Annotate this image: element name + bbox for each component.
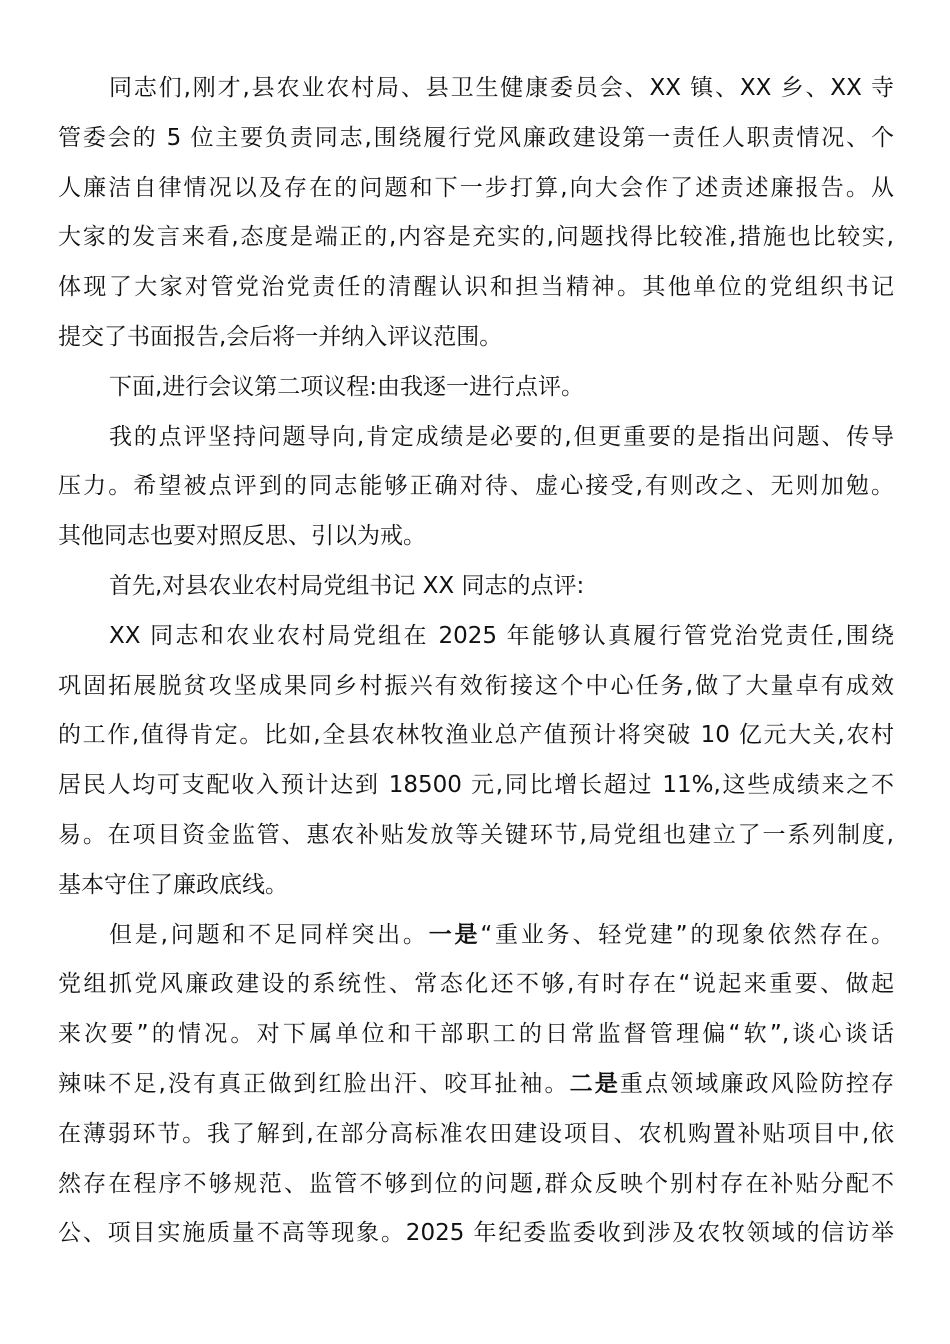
text-segment: 在薄弱环节。我了解到,在部分高标准农田建设项目、农机购置补贴项目中,依	[58, 1120, 894, 1147]
text-line: 我的点评坚持问题导向,肯定成绩是必要的,但更重要的是指出问题、传导	[109, 423, 894, 450]
document-page	[58, 70, 894, 1265]
text-line: 人廉洁自律情况以及存在的问题和下一步打算,向大会作了述责述廉报告。从	[58, 174, 894, 201]
text-segment: 公、项目实施质量不高等现象。2025 年纪委监委收到涉及农牧领域的信访举	[58, 1220, 894, 1247]
text-segment: “重业务、轻党建”的现象依然存在。	[480, 921, 894, 948]
paragraph-review-principle	[58, 419, 894, 568]
text-line	[58, 917, 894, 967]
bold-marker-first: 一是	[428, 921, 481, 948]
text-line: 提交了书面报告,会后将一并纳入评议范围。	[58, 323, 503, 350]
text-line: XX 同志和农业农村局党组在 2025 年能够认真履行管党治党责任,围绕	[109, 622, 894, 649]
text-line: 首先,对县农业农村局党组书记 XX 同志的点评:	[109, 572, 585, 599]
text-line: 管委会的 5 位主要负责同志,围绕履行党风廉政建设第一责任人职责情况、个	[58, 124, 894, 151]
paragraph-opening-remarks	[58, 70, 894, 369]
text-line: 体现了大家对管党治党责任的清醒认识和担当精神。其他单位的党组织书记	[58, 274, 894, 301]
text-line: 大家的发言来看,态度是端正的,内容是充实的,问题找得比较准,措施也比较实,	[58, 224, 894, 251]
text-line: 易。在项目资金监管、惠农补贴发放等关键环节,局党组也建立了一系列制度,	[58, 821, 894, 848]
text-line: 基本守住了廉政底线。	[58, 871, 288, 898]
paragraph-first-review-heading	[58, 568, 894, 618]
text-segment: 重点领域廉政风险防控存	[619, 1070, 895, 1097]
text-line: 的工作,值得肯定。比如,全县农林牧渔业总产值预计将突破 10 亿元大关,农村	[58, 722, 894, 749]
text-line	[58, 1166, 894, 1216]
paragraph-agenda-item	[58, 369, 894, 419]
text-line: 巩固拓展脱贫攻坚成果同乡村振兴有效衔接这个中心任务,做了大量卓有成效	[58, 672, 894, 699]
text-line: 下面,进行会议第二项议程:由我逐一进行点评。	[109, 373, 585, 400]
paragraph-problems	[58, 917, 894, 1266]
text-line	[58, 1066, 894, 1116]
text-line	[58, 1215, 894, 1265]
text-line	[58, 1016, 894, 1066]
text-segment: 辣味不足,没有真正做到红脸出汗、咬耳扯袖。	[58, 1070, 570, 1097]
text-line	[58, 1116, 894, 1166]
text-segment: 党组抓党风廉政建设的系统性、常态化还不够,有时存在“说起来重要、做起	[58, 971, 894, 998]
text-segment: 然存在程序不够规范、监管不够到位的问题,群众反映个别村存在补贴分配不	[58, 1170, 894, 1197]
bold-marker-second: 二是	[569, 1070, 620, 1097]
text-line	[58, 966, 894, 1016]
text-segment: 来次要”的情况。对下属单位和干部职工的日常监督管理偏“软”,谈心谈话	[58, 1021, 894, 1048]
text-line: 居民人均可支配收入预计达到 18500 元,同比增长超过 11%,这些成绩来之不	[58, 772, 894, 799]
text-line: 其他同志也要对照反思、引以为戒。	[58, 523, 426, 550]
text-line: 压力。希望被点评到的同志能够正确对待、虚心接受,有则改之、无则加勉。	[58, 473, 894, 500]
text-segment: 但是,问题和不足同样突出。	[109, 921, 429, 948]
paragraph-achievements	[58, 618, 894, 917]
text-line: 同志们,刚才,县农业农村局、县卫生健康委员会、XX 镇、XX 乡、XX 寺	[109, 75, 894, 101]
